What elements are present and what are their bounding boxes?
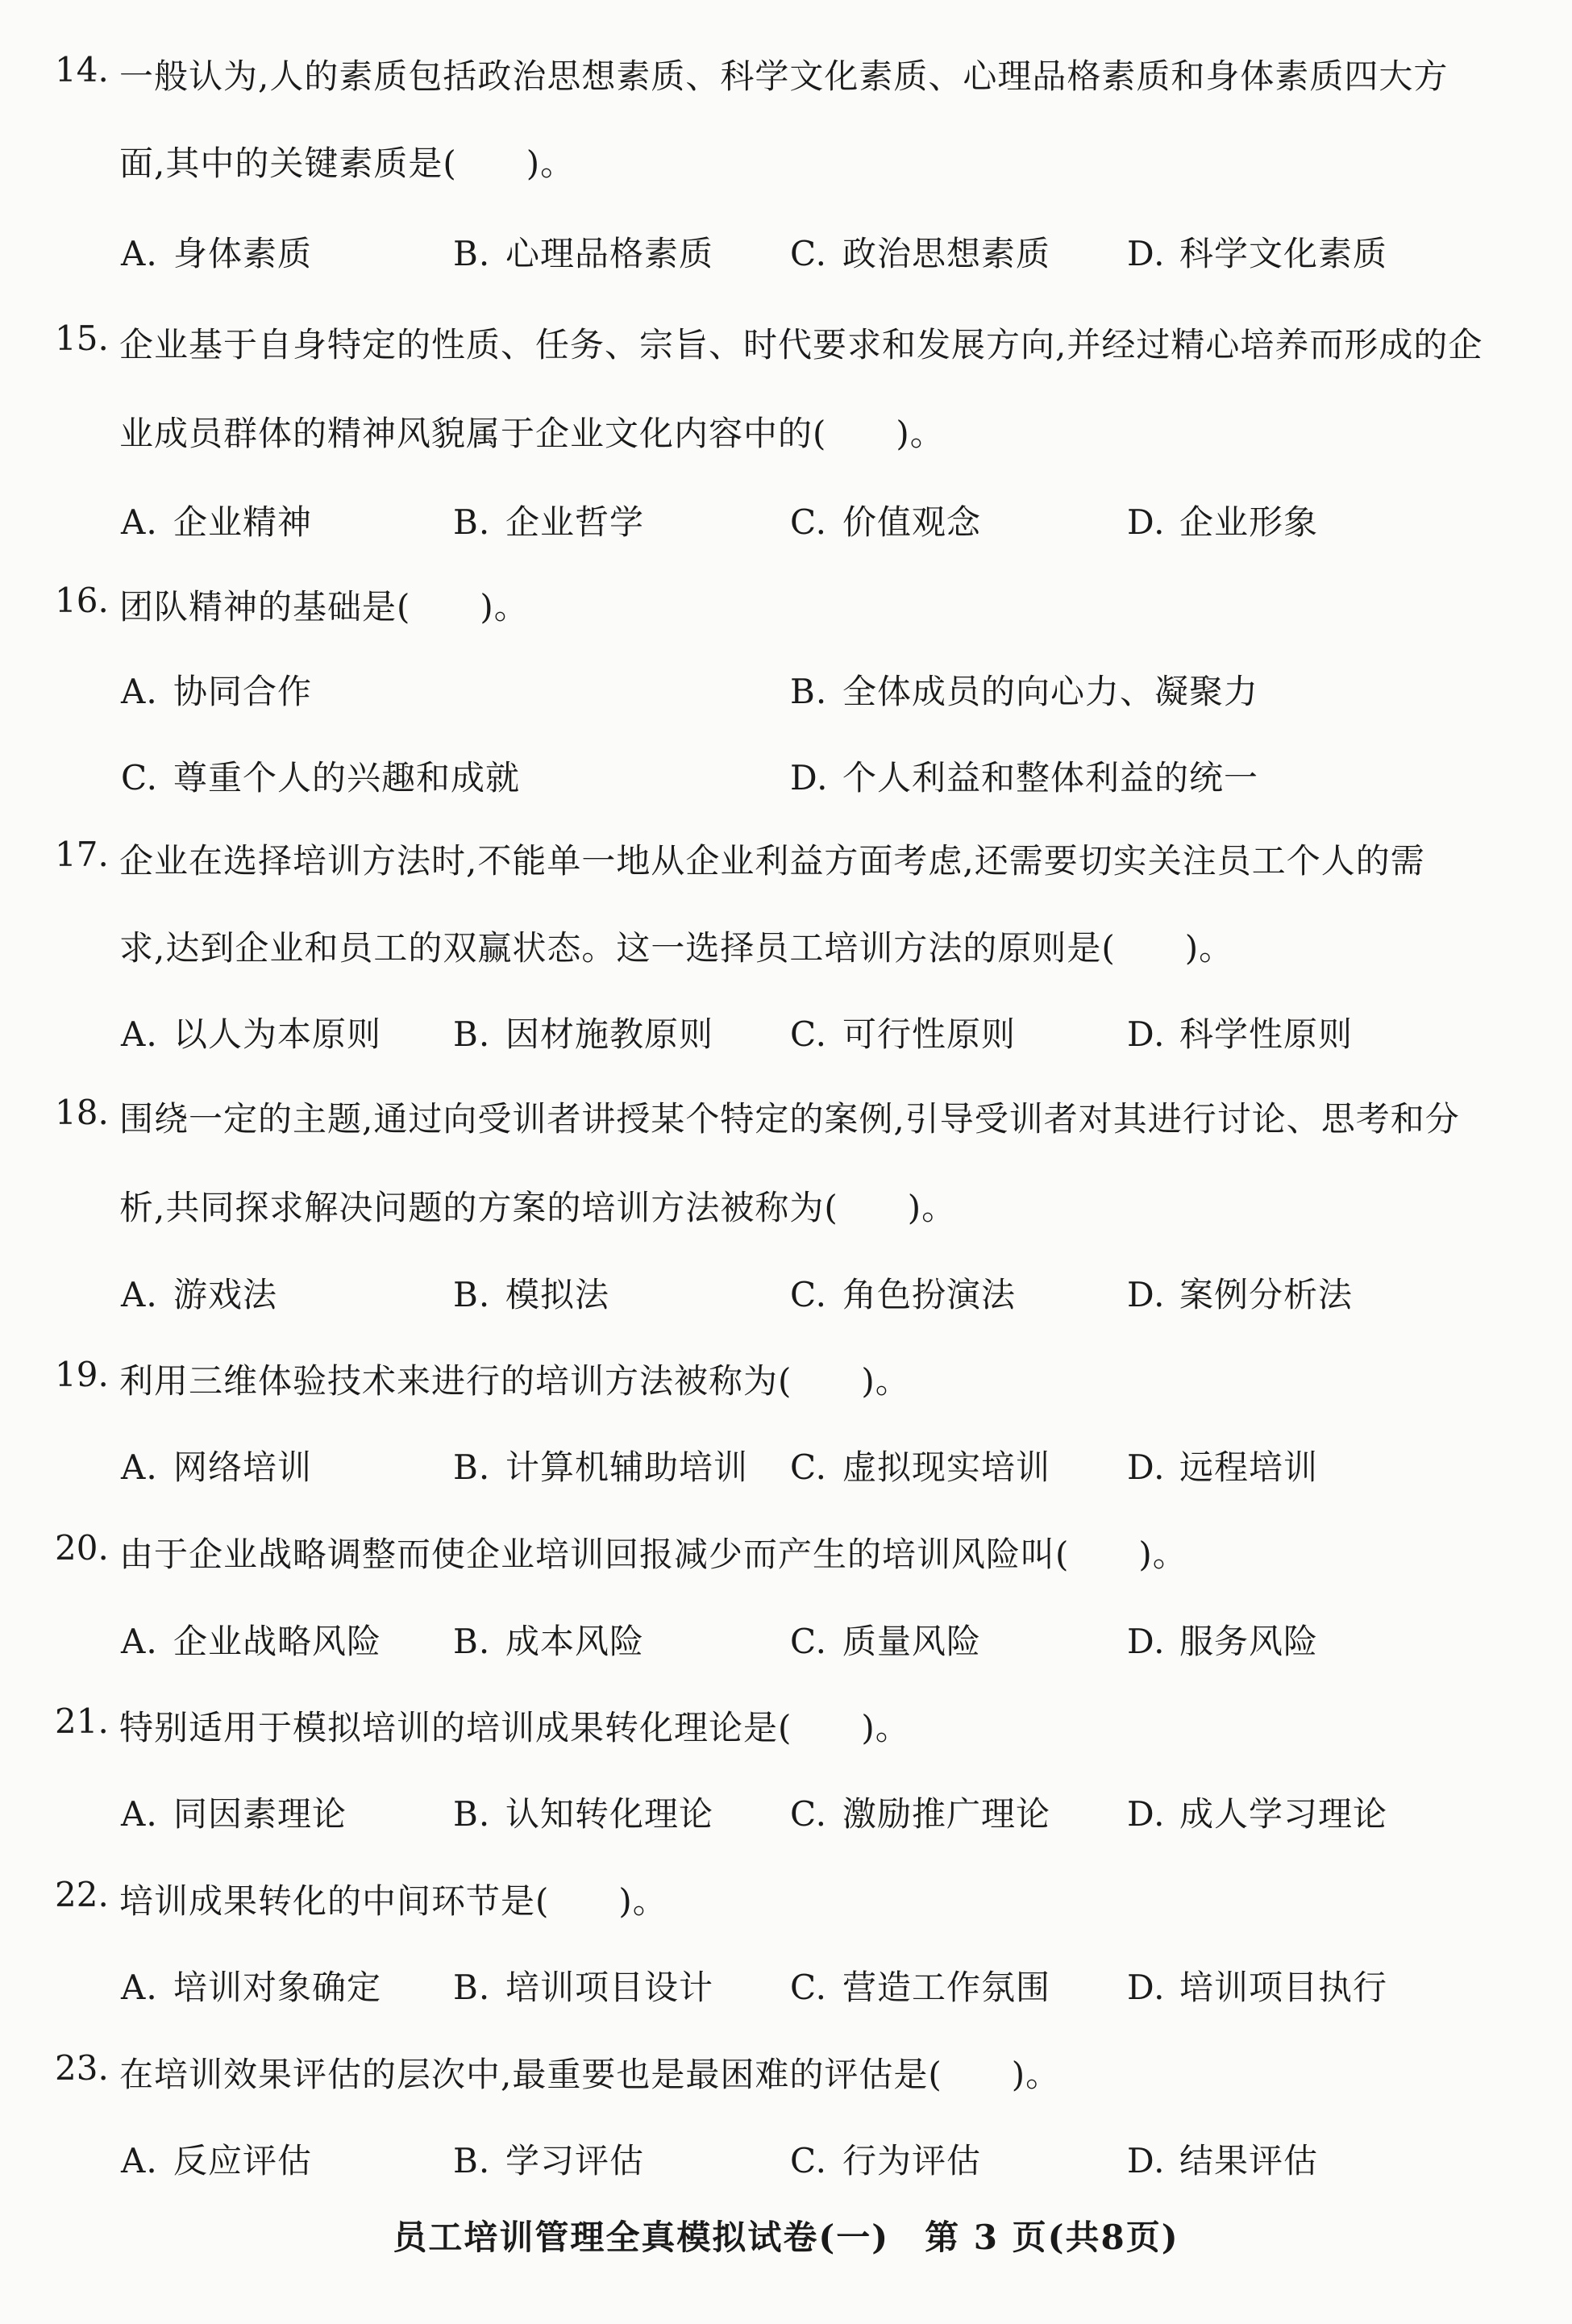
option-d [1127, 227, 1387, 276]
option-text: 角色扮演法 [842, 1275, 1017, 1314]
option-letter: D. [1127, 1622, 1166, 1661]
option-text: 科学性原则 [1179, 1014, 1354, 1054]
option-c [790, 1961, 1050, 2010]
option-letter: C. [790, 1794, 827, 1834]
option-letter: B. [453, 1014, 491, 1054]
option-d [1127, 1441, 1318, 1489]
option-letter: B. [453, 1968, 491, 2007]
question-number: 14. [55, 50, 109, 90]
option-letter: B. [453, 1622, 491, 1661]
option-d [1127, 1788, 1387, 1836]
option-c [790, 1615, 981, 1664]
option-text: 培训项目执行 [1179, 1968, 1388, 2007]
option-text: 身体素质 [173, 234, 313, 273]
option-letter: D. [1127, 1014, 1166, 1054]
option-text: 协同合作 [173, 672, 313, 711]
option-text: 虚拟现实培训 [842, 1447, 1051, 1487]
option-b [453, 2134, 644, 2183]
option-c [790, 2134, 981, 2183]
option-b [453, 1961, 713, 2010]
option-text: 同因素理论 [173, 1794, 347, 1834]
option-text: 成人学习理论 [1179, 1794, 1388, 1834]
question-number: 17. [55, 835, 109, 874]
option-b [453, 1008, 713, 1056]
option-letter: C. [790, 1968, 827, 2007]
option-letter: A. [121, 1968, 158, 2007]
option-b [453, 227, 713, 276]
option-c [790, 1268, 1016, 1317]
question-number: 16. [55, 581, 109, 620]
question-stem-line: 求,达到企业和员工的双赢状态。这一选择员工培训方法的原则是( )。 [119, 928, 1234, 968]
question-stem-line: 团队精神的基础是( )。 [119, 587, 529, 627]
question-stem-line: 企业在选择培训方法时,不能单一地从企业利益方面考虑,还需要切实关注员工个人的需 [119, 841, 1425, 881]
option-text: 行为评估 [842, 2141, 982, 2180]
option-d [1127, 1615, 1318, 1664]
option-text: 网络培训 [173, 1447, 313, 1487]
option-b [453, 1268, 609, 1317]
option-text: 远程培训 [1179, 1447, 1319, 1487]
option-text: 模拟法 [505, 1275, 610, 1314]
question-stem-line: 业成员群体的精神风貌属于企业文化内容中的( )。 [119, 414, 945, 453]
page-footer: 员工培训管理全真模拟试卷(一) 第 3 页(共8页) [393, 2218, 1179, 2257]
option-letter: A. [121, 1622, 158, 1661]
question-stem-line: 培训成果转化的中间环节是( )。 [119, 1881, 667, 1921]
option-letter: C. [121, 758, 158, 798]
option-letter: B. [453, 1447, 491, 1487]
option-d [1127, 1008, 1353, 1056]
option-text: 全体成员的向心力、凝聚力 [842, 672, 1259, 711]
option-letter: B. [790, 672, 828, 711]
question-stem-line: 面,其中的关键素质是( )。 [119, 144, 576, 183]
option-c [790, 496, 981, 544]
question-number: 19. [55, 1355, 109, 1394]
question-number: 18. [55, 1093, 109, 1132]
option-text: 激励推广理论 [842, 1794, 1051, 1834]
option-b [453, 1441, 748, 1489]
option-a [121, 2134, 312, 2183]
option-text: 可行性原则 [842, 1014, 1017, 1054]
option-letter: C. [790, 1275, 827, 1314]
option-c [121, 752, 520, 800]
option-letter: B. [453, 502, 491, 542]
option-text: 质量风险 [842, 1622, 982, 1661]
option-letter: A. [121, 1794, 158, 1834]
question-stem-line: 在培训效果评估的层次中,最重要也是最困难的评估是( )。 [119, 2055, 1061, 2094]
option-letter: D. [1127, 1794, 1166, 1834]
option-letter: A. [121, 502, 158, 542]
option-d [1127, 2134, 1318, 2183]
option-text: 案例分析法 [1179, 1275, 1354, 1314]
option-a [121, 1961, 381, 2010]
option-letter: B. [453, 2141, 491, 2180]
option-text: 反应评估 [173, 2141, 313, 2180]
option-letter: A. [121, 1275, 158, 1314]
option-letter: D. [790, 758, 829, 798]
option-text: 结果评估 [1179, 2141, 1319, 2180]
option-a [121, 1268, 277, 1317]
option-letter: A. [121, 2141, 158, 2180]
option-letter: A. [121, 234, 158, 273]
question-number: 15. [55, 319, 109, 358]
option-d [790, 752, 1258, 800]
option-b [453, 496, 644, 544]
option-d [1127, 1268, 1353, 1317]
option-letter: D. [1127, 2141, 1166, 2180]
option-a [121, 1008, 381, 1056]
question-stem-line: 析,共同探求解决问题的方案的培训方法被称为( )。 [119, 1188, 957, 1227]
option-letter: C. [790, 1447, 827, 1487]
option-text: 学习评估 [505, 2141, 645, 2180]
option-text: 游戏法 [173, 1275, 278, 1314]
option-letter: A. [121, 1014, 158, 1054]
option-text: 营造工作氛围 [842, 1968, 1051, 2007]
option-d [1127, 496, 1318, 544]
option-text: 价值观念 [842, 502, 982, 542]
question-number: 20. [55, 1528, 109, 1568]
option-text: 尊重个人的兴趣和成就 [173, 758, 521, 798]
option-c [790, 1008, 1016, 1056]
option-d [1127, 1961, 1387, 2010]
option-a [121, 665, 312, 714]
option-c [790, 227, 1050, 276]
question-stem-line: 由于企业战略调整而使企业培训回报减少而产生的培训风险叫( )。 [119, 1535, 1187, 1574]
option-letter: C. [790, 502, 827, 542]
option-letter: D. [1127, 502, 1166, 542]
option-text: 成本风险 [505, 1622, 645, 1661]
option-text: 企业精神 [173, 502, 313, 542]
option-a [121, 1788, 347, 1836]
option-letter: D. [1127, 1447, 1166, 1487]
option-letter: B. [453, 234, 491, 273]
question-stem-line: 特别适用于模拟培训的培训成果转化理论是( )。 [119, 1708, 910, 1747]
question-number: 21. [55, 1701, 109, 1741]
option-letter: C. [790, 1014, 827, 1054]
option-b [453, 1788, 713, 1836]
option-text: 培训项目设计 [505, 1968, 714, 2007]
question-number: 23. [55, 2048, 109, 2088]
option-letter: D. [1127, 1968, 1166, 2007]
option-text: 企业哲学 [505, 502, 645, 542]
question-stem-line: 围绕一定的主题,通过向受训者讲授某个特定的案例,引导受训者对其进行讨论、思考和分 [119, 1099, 1460, 1139]
question-stem-line: 企业基于自身特定的性质、任务、宗旨、时代要求和发展方向,并经过精心培养而形成的企 [119, 325, 1483, 364]
option-letter: D. [1127, 1275, 1166, 1314]
option-text: 计算机辅助培训 [505, 1447, 749, 1487]
option-b [453, 1615, 644, 1664]
option-text: 政治思想素质 [842, 234, 1051, 273]
option-b [790, 665, 1258, 714]
option-a [121, 227, 312, 276]
option-text: 企业形象 [1179, 502, 1319, 542]
option-c [790, 1441, 1050, 1489]
option-c [790, 1788, 1050, 1836]
option-text: 认知转化理论 [505, 1794, 714, 1834]
option-letter: A. [121, 1447, 158, 1487]
option-text: 个人利益和整体利益的统一 [842, 758, 1259, 798]
option-letter: D. [1127, 234, 1166, 273]
question-number: 22. [55, 1875, 109, 1914]
option-text: 企业战略风险 [173, 1622, 382, 1661]
option-letter: C. [790, 234, 827, 273]
option-text: 科学文化素质 [1179, 234, 1388, 273]
option-text: 服务风险 [1179, 1622, 1319, 1661]
option-a [121, 1441, 312, 1489]
option-a [121, 1615, 381, 1664]
option-a [121, 496, 312, 544]
option-text: 培训对象确定 [173, 1968, 382, 2007]
option-letter: C. [790, 1622, 827, 1661]
option-text: 因材施教原则 [505, 1014, 714, 1054]
option-letter: B. [453, 1794, 491, 1834]
question-stem-line: 一般认为,人的素质包括政治思想素质、科学文化素质、心理品格素质和身体素质四大方 [119, 56, 1449, 96]
option-letter: C. [790, 2141, 827, 2180]
option-letter: A. [121, 672, 158, 711]
option-text: 以人为本原则 [173, 1014, 382, 1054]
question-stem-line: 利用三维体验技术来进行的培训方法被称为( )。 [119, 1361, 910, 1401]
option-letter: B. [453, 1275, 491, 1314]
option-text: 心理品格素质 [505, 234, 714, 273]
